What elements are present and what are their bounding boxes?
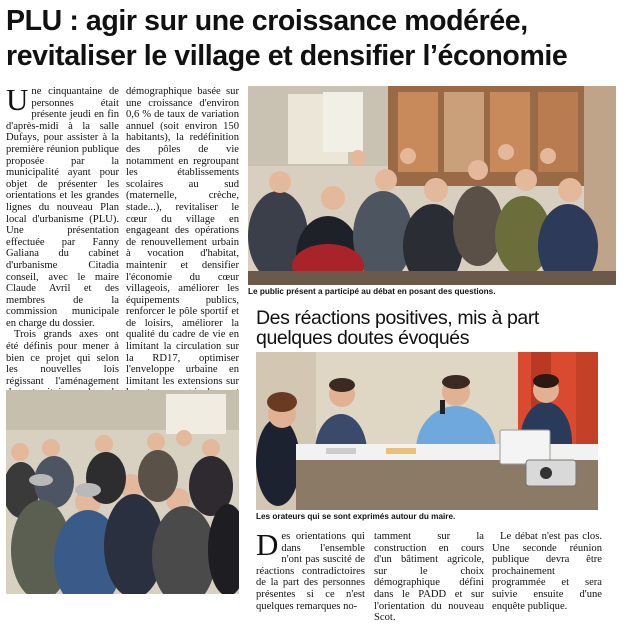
headline-line-1: PLU : agir sur une croissance modérée,	[6, 5, 528, 37]
headline-line-2: revitaliser le village et densifier l’économie	[6, 40, 568, 72]
article-paragraph: démographique basée sur une croissance d'environ 0,6 % de taux de variation annuel (soit environ 150 habitants), la redéfinition des pôles de vie notamment en regroupant les établissements scolaires au sud (maternelle, crèche, stade...), revitaliser le cœur du village en engageant des opérations de renouvellement urbain à vocation d'habitat, maintenir et densifier l'économie du cœur villageois, améliorer les équipements publics, renforcer le pôle sportif et de loisirs, améliorer la qualité du cadre de vie en limitant la circulation sur la RD17, optimiser l'enveloppe urbaine en limitant les extensions sur	[126, 86, 239, 387]
article-paragraph: Une cinquantaine de personnes était présente jeudi en fin d'après-midi à la salle Dufays, pour assister à la première réunion publique proposée par la municipalité ayant pour objet de présenter les orientations et les grandes lignes du nouveau Plan local d'urbanisme (PLU). Une présentation effectuée par Fanny Galiana du cabinet d'urbanisme Citadia conseil, avec le maire Claude Avril et des membres de la commission municipale en charge du dossier.	[6, 82, 119, 329]
photo-speakers-caption: Les orateurs qui se sont exprimés autour du maire.	[256, 512, 456, 521]
speakers-photo-image	[256, 352, 598, 510]
crowd-photo-image	[6, 390, 239, 594]
bottom-column-2	[374, 531, 484, 624]
article-paragraph: Trois grands axes ont été définis pour mener à bien ce projet qui selon les nouvelles lois régissant l'aménagement	[6, 329, 119, 387]
photo-audience	[248, 86, 616, 285]
article-paragraph: Le débat n'est pas clos. Une seconde réunion publique devra être prochainement programmée et sera suivie ensuite d'une enquête publique.	[492, 531, 602, 612]
drop-cap: D	[256, 527, 279, 562]
photo-audience-caption: Le public présent a participé au débat en posant des questions.	[248, 287, 496, 296]
article-headline	[6, 4, 618, 74]
audience-photo-image	[248, 86, 616, 285]
drop-cap: U	[6, 82, 29, 117]
article-paragraph: Des orientations qui dans l'ensemble n'ont pas suscité de réactions contradictoires de la part des personnes présentes si ce n'est quelques remarques no-	[256, 527, 365, 612]
photo-crowd	[6, 390, 239, 594]
article-paragraph: tamment sur la construction en cours d'un bâtiment agricole, sur le choix démographique défini dans le PADD et sur l'orientation du nouveau Scot.	[374, 531, 484, 624]
section-subheading	[256, 308, 616, 348]
subhead-line-1: Des réactions positives, mis à part	[256, 307, 539, 329]
photo-speakers	[256, 352, 598, 510]
subhead-line-2: quelques doutes évoqués	[256, 327, 470, 349]
